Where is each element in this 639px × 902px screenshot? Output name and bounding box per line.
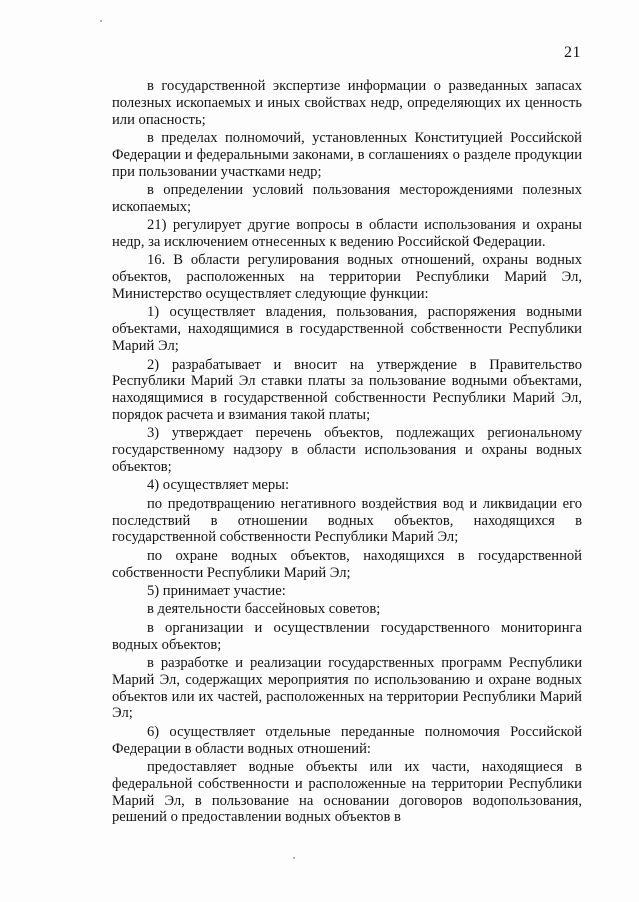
paragraph: в деятельности бассейновых советов; (147, 601, 381, 618)
scan-speck (293, 857, 295, 859)
paragraph: в определении условий пользования месторождениями полезных ископаемых; (112, 182, 582, 215)
paragraph: в организации и осуществлении государственного мониторинга водных объектов; (112, 619, 582, 653)
paragraph: 6) осуществляет отдельные переданные полномочия Российской Федерации в области водных отношений: (112, 723, 582, 757)
paragraph: 2) разрабатывает и вносит на утверждение в Правительство Республики Марий Эл ставки платы за пользование водными объектами, находящимися в государственной собственности Республики Марий Эл, порядок расчета и взимания такой платы; (112, 356, 582, 424)
paragraph: по охране водных объектов, находящихся в государственной собственности Республики Марий Эл; (112, 547, 582, 581)
paragraph: 4) осуществляет меры: (147, 477, 290, 494)
scan-speck (100, 20, 102, 22)
paragraph: в пределах полномочий, установленных Конституцией Российской Федерации и федеральными законами, в соглашениях о разделе продукции при пользовании участками недр; (112, 130, 582, 180)
paragraph: предоставляет водные объекты или их части, находящиеся в федеральной собственности и расположенные на территории Республики Марий Эл, в пользование на основании договоров водопользования, решений о предоставлении водных объектов в (112, 758, 582, 826)
paragraph: 5) принимает участие: (147, 582, 286, 599)
paragraph: 16. В области регулирования водных отношений, охраны водных объектов, расположенных на территории Республики Марий Эл, Министерство осуществляет следующие функции: (112, 252, 582, 303)
page-number: 21 (564, 44, 581, 61)
paragraph: 3) утверждает перечень объектов, подлежащих региональному государственному надзору в области использования и охраны водных объектов; (112, 425, 582, 476)
paragraph: в государственной экспертизе информации о разведанных запасах полезных ископаемых и иных свойствах недр, определяющих их ценность или опасность; (112, 78, 582, 128)
paragraph: в разработке и реализации государственных программ Республики Марий Эл, содержащих мероприятия по использованию и охране водных объектов или их частей, расположенных на территории Республики Марий Эл; (112, 654, 582, 722)
paragraph: 1) осуществляет владения, пользования, распоряжения водными объектами, находящимися в государственной собственности Республики Марий Эл; (112, 304, 582, 355)
document-body (112, 78, 582, 828)
paragraph: по предотвращению негативного воздействия вод и ликвидации его последствий в отношении водных объектов, находящихся в государственной собственности Республики Марий Эл; (112, 495, 582, 546)
paragraph: 21) регулирует другие вопросы в области использования и охраны недр, за исключением отнесенных к ведению Российской Федерации. (112, 217, 582, 251)
